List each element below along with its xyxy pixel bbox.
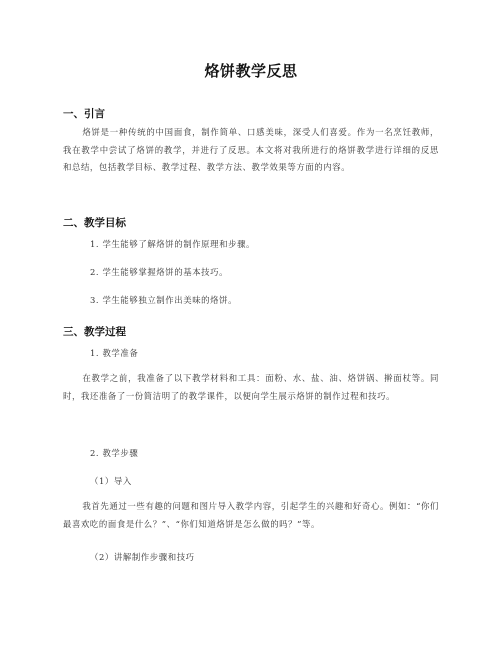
subheading-teaching-steps: 2. 教学步骤	[90, 448, 139, 458]
section-heading-teaching-goals: 二、教学目标	[63, 217, 126, 229]
step-label-explain-steps: （2）讲解制作步骤和技巧	[90, 552, 195, 562]
step-label-introduction: （1）导入	[90, 476, 132, 486]
section-heading-introduction: 一、引言	[63, 108, 105, 120]
goal-item-3: 3. 学生能够独立制作出美味的烙饼。	[90, 295, 238, 305]
introduction-paragraph: 烙饼是一种传统的中国面食，制作简单、口感美味，深受人们喜爱。作为一名烹饪教师，我在教学中尝试了烙饼的教学，并进行了反思。本文将对我所进行的烙饼教学进行详细的反思和总结，包括教学目标、教学过程、教学方法、教学效果等方面的内容。	[63, 127, 439, 173]
goal-item-1: 1. 学生能够了解烙饼的制作原理和步骤。	[90, 239, 256, 249]
section-heading-teaching-process: 三、教学过程	[63, 326, 126, 338]
preparation-paragraph: 在教学之前，我准备了以下教学材料和工具：面粉、水、盐、油、烙饼锅、擀面杖等。同时，我还准备了一份简洁明了的教学课件，以便向学生展示烙饼的制作过程和技巧。	[63, 373, 439, 401]
subheading-teaching-preparation: 1. 教学准备	[90, 348, 139, 358]
step-introduction-paragraph: 我首先通过一些有趣的问题和图片导入教学内容，引起学生的兴趣和好奇心。例如：“你们最喜欢吃的面食是什么？”、“你们知道烙饼是怎么做的吗？”等。	[63, 501, 439, 529]
document-title: 烙饼教学反思	[204, 62, 298, 80]
goal-item-2: 2. 学生能够掌握烙饼的基本技巧。	[90, 267, 229, 277]
